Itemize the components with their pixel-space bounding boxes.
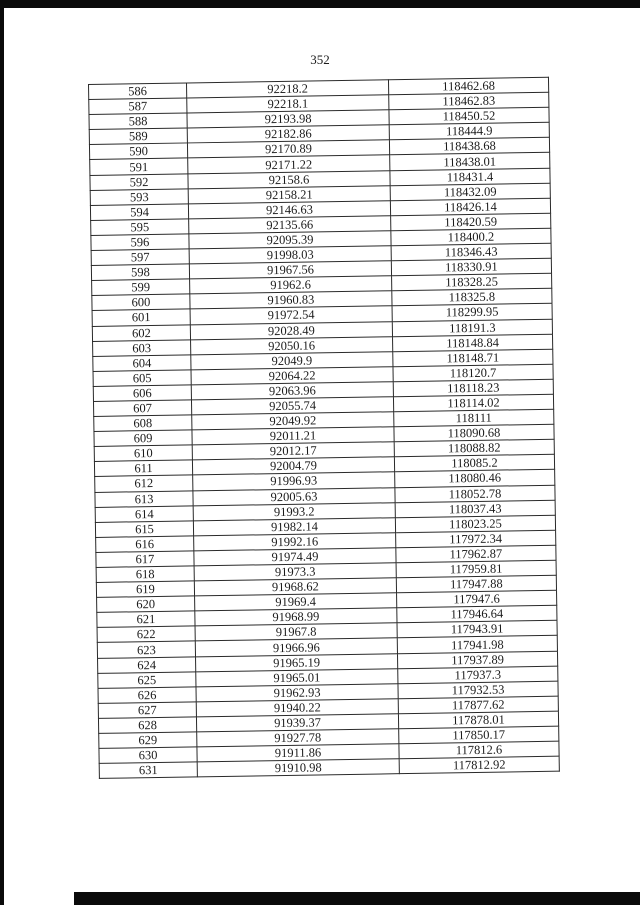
x-coordinate-cell: 91996.93 — [193, 472, 395, 490]
point-number-cell: 613 — [95, 490, 193, 507]
y-coordinate-cell: 118120.7 — [393, 364, 553, 382]
point-number-cell: 622 — [97, 626, 195, 643]
y-coordinate-cell: 117962.87 — [396, 545, 556, 563]
y-coordinate-cell: 118118.23 — [393, 379, 553, 397]
y-coordinate-cell: 118438.01 — [390, 153, 550, 171]
point-number-cell: 590 — [89, 143, 187, 160]
x-coordinate-cell: 91968.99 — [195, 608, 397, 626]
x-coordinate-cell: 92182.86 — [187, 125, 389, 143]
x-coordinate-cell: 91962.93 — [196, 683, 398, 701]
point-number-cell: 620 — [97, 596, 195, 613]
y-coordinate-cell: 118400.2 — [391, 228, 551, 246]
y-coordinate-cell: 117946.64 — [397, 605, 557, 623]
point-number-cell: 586 — [89, 83, 187, 100]
point-number-cell: 621 — [97, 611, 195, 628]
y-coordinate-cell: 118023.25 — [395, 515, 555, 533]
x-coordinate-cell: 92012.17 — [192, 442, 394, 460]
y-coordinate-cell: 118450.52 — [389, 107, 549, 125]
point-number-cell: 595 — [91, 219, 189, 236]
y-coordinate-cell: 117972.34 — [396, 530, 556, 548]
x-coordinate-cell: 91969.4 — [195, 593, 397, 611]
point-number-cell: 602 — [92, 324, 190, 341]
point-number-cell: 609 — [94, 430, 192, 447]
coordinate-table-wrapper — [88, 77, 559, 779]
scan-border-bottom — [74, 892, 640, 905]
y-coordinate-cell: 118330.91 — [391, 258, 551, 276]
x-coordinate-cell: 92171.22 — [188, 155, 390, 173]
point-number-cell: 630 — [99, 747, 197, 764]
scan-border-left — [0, 0, 4, 905]
point-number-cell: 623 — [97, 641, 195, 658]
y-coordinate-cell: 117877.62 — [398, 696, 558, 714]
point-number-cell: 598 — [91, 264, 189, 281]
x-coordinate-cell: 91993.2 — [193, 502, 395, 520]
x-coordinate-cell: 91962.6 — [190, 276, 392, 294]
x-coordinate-cell: 92028.49 — [190, 321, 392, 339]
x-coordinate-cell: 92218.1 — [187, 95, 389, 113]
y-coordinate-cell: 118328.25 — [392, 273, 552, 291]
point-number-cell: 629 — [99, 732, 197, 749]
y-coordinate-cell: 118444.9 — [389, 123, 549, 141]
x-coordinate-cell: 92004.79 — [192, 457, 394, 475]
x-coordinate-cell: 91967.56 — [189, 261, 391, 279]
x-coordinate-cell: 92135.66 — [189, 216, 391, 234]
point-number-cell: 592 — [90, 174, 188, 191]
point-number-cell: 604 — [93, 355, 191, 372]
x-coordinate-cell: 91974.49 — [194, 548, 396, 566]
x-coordinate-cell: 92146.63 — [188, 201, 390, 219]
point-number-cell: 587 — [89, 98, 187, 115]
point-number-cell: 619 — [96, 581, 194, 598]
x-coordinate-cell: 91965.01 — [196, 668, 398, 686]
point-number-cell: 616 — [96, 536, 194, 553]
y-coordinate-cell: 118085.2 — [394, 455, 554, 473]
x-coordinate-cell: 91965.19 — [196, 653, 398, 671]
x-coordinate-cell: 92193.98 — [187, 110, 389, 128]
y-coordinate-cell: 118426.14 — [390, 198, 550, 216]
y-coordinate-cell: 118148.84 — [393, 334, 553, 352]
point-number-cell: 627 — [98, 702, 196, 719]
point-number-cell: 625 — [98, 672, 196, 689]
y-coordinate-cell: 117941.98 — [397, 636, 557, 654]
x-coordinate-cell: 92005.63 — [193, 487, 395, 505]
x-coordinate-cell: 92011.21 — [192, 427, 394, 445]
x-coordinate-cell: 92158.21 — [188, 185, 390, 203]
y-coordinate-cell: 118111 — [394, 409, 554, 427]
y-coordinate-cell: 118431.4 — [390, 168, 550, 186]
x-coordinate-cell: 91972.54 — [190, 306, 392, 324]
y-coordinate-cell: 118080.46 — [395, 470, 555, 488]
y-coordinate-cell: 118462.68 — [388, 77, 548, 95]
x-coordinate-cell: 91982.14 — [193, 517, 395, 535]
point-number-cell: 618 — [96, 566, 194, 583]
y-coordinate-cell: 117947.88 — [396, 575, 556, 593]
point-number-cell: 594 — [90, 204, 188, 221]
x-coordinate-cell: 91960.83 — [190, 291, 392, 309]
y-coordinate-cell: 118088.82 — [394, 439, 554, 457]
x-coordinate-cell: 91992.16 — [194, 533, 396, 551]
y-coordinate-cell: 118037.43 — [395, 500, 555, 518]
x-coordinate-cell: 91910.98 — [197, 759, 399, 777]
y-coordinate-cell: 117812.6 — [399, 741, 559, 759]
x-coordinate-cell: 91967.8 — [195, 623, 397, 641]
point-number-cell: 591 — [90, 158, 188, 175]
y-coordinate-cell: 118325.8 — [392, 289, 552, 307]
x-coordinate-cell: 92050.16 — [191, 336, 393, 354]
y-coordinate-cell: 117947.6 — [397, 590, 557, 608]
x-coordinate-cell: 92049.9 — [191, 351, 393, 369]
point-number-cell: 628 — [98, 717, 196, 734]
x-coordinate-cell: 92064.22 — [191, 367, 393, 385]
x-coordinate-cell: 91939.37 — [196, 714, 398, 732]
point-number-cell: 631 — [99, 762, 197, 779]
x-coordinate-cell: 92049.92 — [192, 412, 394, 430]
y-coordinate-cell: 118438.68 — [389, 138, 549, 156]
point-number-cell: 608 — [94, 415, 192, 432]
y-coordinate-cell: 118114.02 — [393, 394, 553, 412]
x-coordinate-cell: 92063.96 — [191, 382, 393, 400]
y-coordinate-cell: 117932.53 — [398, 681, 558, 699]
y-coordinate-cell: 117959.81 — [396, 560, 556, 578]
coordinate-table-body — [89, 77, 560, 778]
x-coordinate-cell: 92095.39 — [189, 231, 391, 249]
x-coordinate-cell: 91998.03 — [189, 246, 391, 264]
point-number-cell: 605 — [93, 370, 191, 387]
x-coordinate-cell: 91940.22 — [196, 699, 398, 717]
point-number-cell: 601 — [92, 309, 190, 326]
point-number-cell: 597 — [91, 249, 189, 266]
point-number-cell: 593 — [90, 189, 188, 206]
y-coordinate-cell: 118052.78 — [395, 485, 555, 503]
x-coordinate-cell: 92218.2 — [186, 80, 388, 98]
x-coordinate-cell: 92158.6 — [188, 170, 390, 188]
x-coordinate-cell: 91927.78 — [197, 729, 399, 747]
y-coordinate-cell: 118432.09 — [390, 183, 550, 201]
x-coordinate-cell: 92055.74 — [191, 397, 393, 415]
y-coordinate-cell: 118148.71 — [393, 349, 553, 367]
y-coordinate-cell: 118420.59 — [391, 213, 551, 231]
y-coordinate-cell: 117878.01 — [398, 711, 558, 729]
point-number-cell: 617 — [96, 551, 194, 568]
point-number-cell: 607 — [93, 400, 191, 417]
y-coordinate-cell: 117937.89 — [397, 651, 557, 669]
x-coordinate-cell: 91911.86 — [197, 744, 399, 762]
point-number-cell: 588 — [89, 113, 187, 130]
point-number-cell: 596 — [91, 234, 189, 251]
y-coordinate-cell: 118090.68 — [394, 424, 554, 442]
point-number-cell: 615 — [95, 521, 193, 538]
y-coordinate-cell: 118299.95 — [392, 304, 552, 322]
scan-border-top — [0, 0, 640, 8]
x-coordinate-cell: 91973.3 — [194, 563, 396, 581]
page-number: 352 — [310, 52, 330, 67]
point-number-cell: 611 — [94, 460, 192, 477]
y-coordinate-cell: 118462.83 — [389, 92, 549, 110]
x-coordinate-cell: 91966.96 — [195, 638, 397, 656]
point-number-cell: 610 — [94, 445, 192, 462]
x-coordinate-cell: 92170.89 — [187, 140, 389, 158]
point-number-cell: 599 — [92, 279, 190, 296]
y-coordinate-cell: 117850.17 — [399, 726, 559, 744]
point-number-cell: 589 — [89, 128, 187, 145]
point-number-cell: 600 — [92, 294, 190, 311]
y-coordinate-cell: 117943.91 — [397, 621, 557, 639]
point-number-cell: 612 — [95, 475, 193, 492]
point-number-cell: 606 — [93, 385, 191, 402]
coordinate-table — [88, 77, 560, 779]
y-coordinate-cell: 118191.3 — [392, 319, 552, 337]
x-coordinate-cell: 91968.62 — [194, 578, 396, 596]
point-number-cell: 624 — [98, 656, 196, 673]
y-coordinate-cell: 117812.92 — [399, 756, 559, 774]
y-coordinate-cell: 117937.3 — [398, 666, 558, 684]
point-number-cell: 603 — [93, 340, 191, 357]
y-coordinate-cell: 118346.43 — [391, 243, 551, 261]
point-number-cell: 614 — [95, 506, 193, 523]
point-number-cell: 626 — [98, 687, 196, 704]
